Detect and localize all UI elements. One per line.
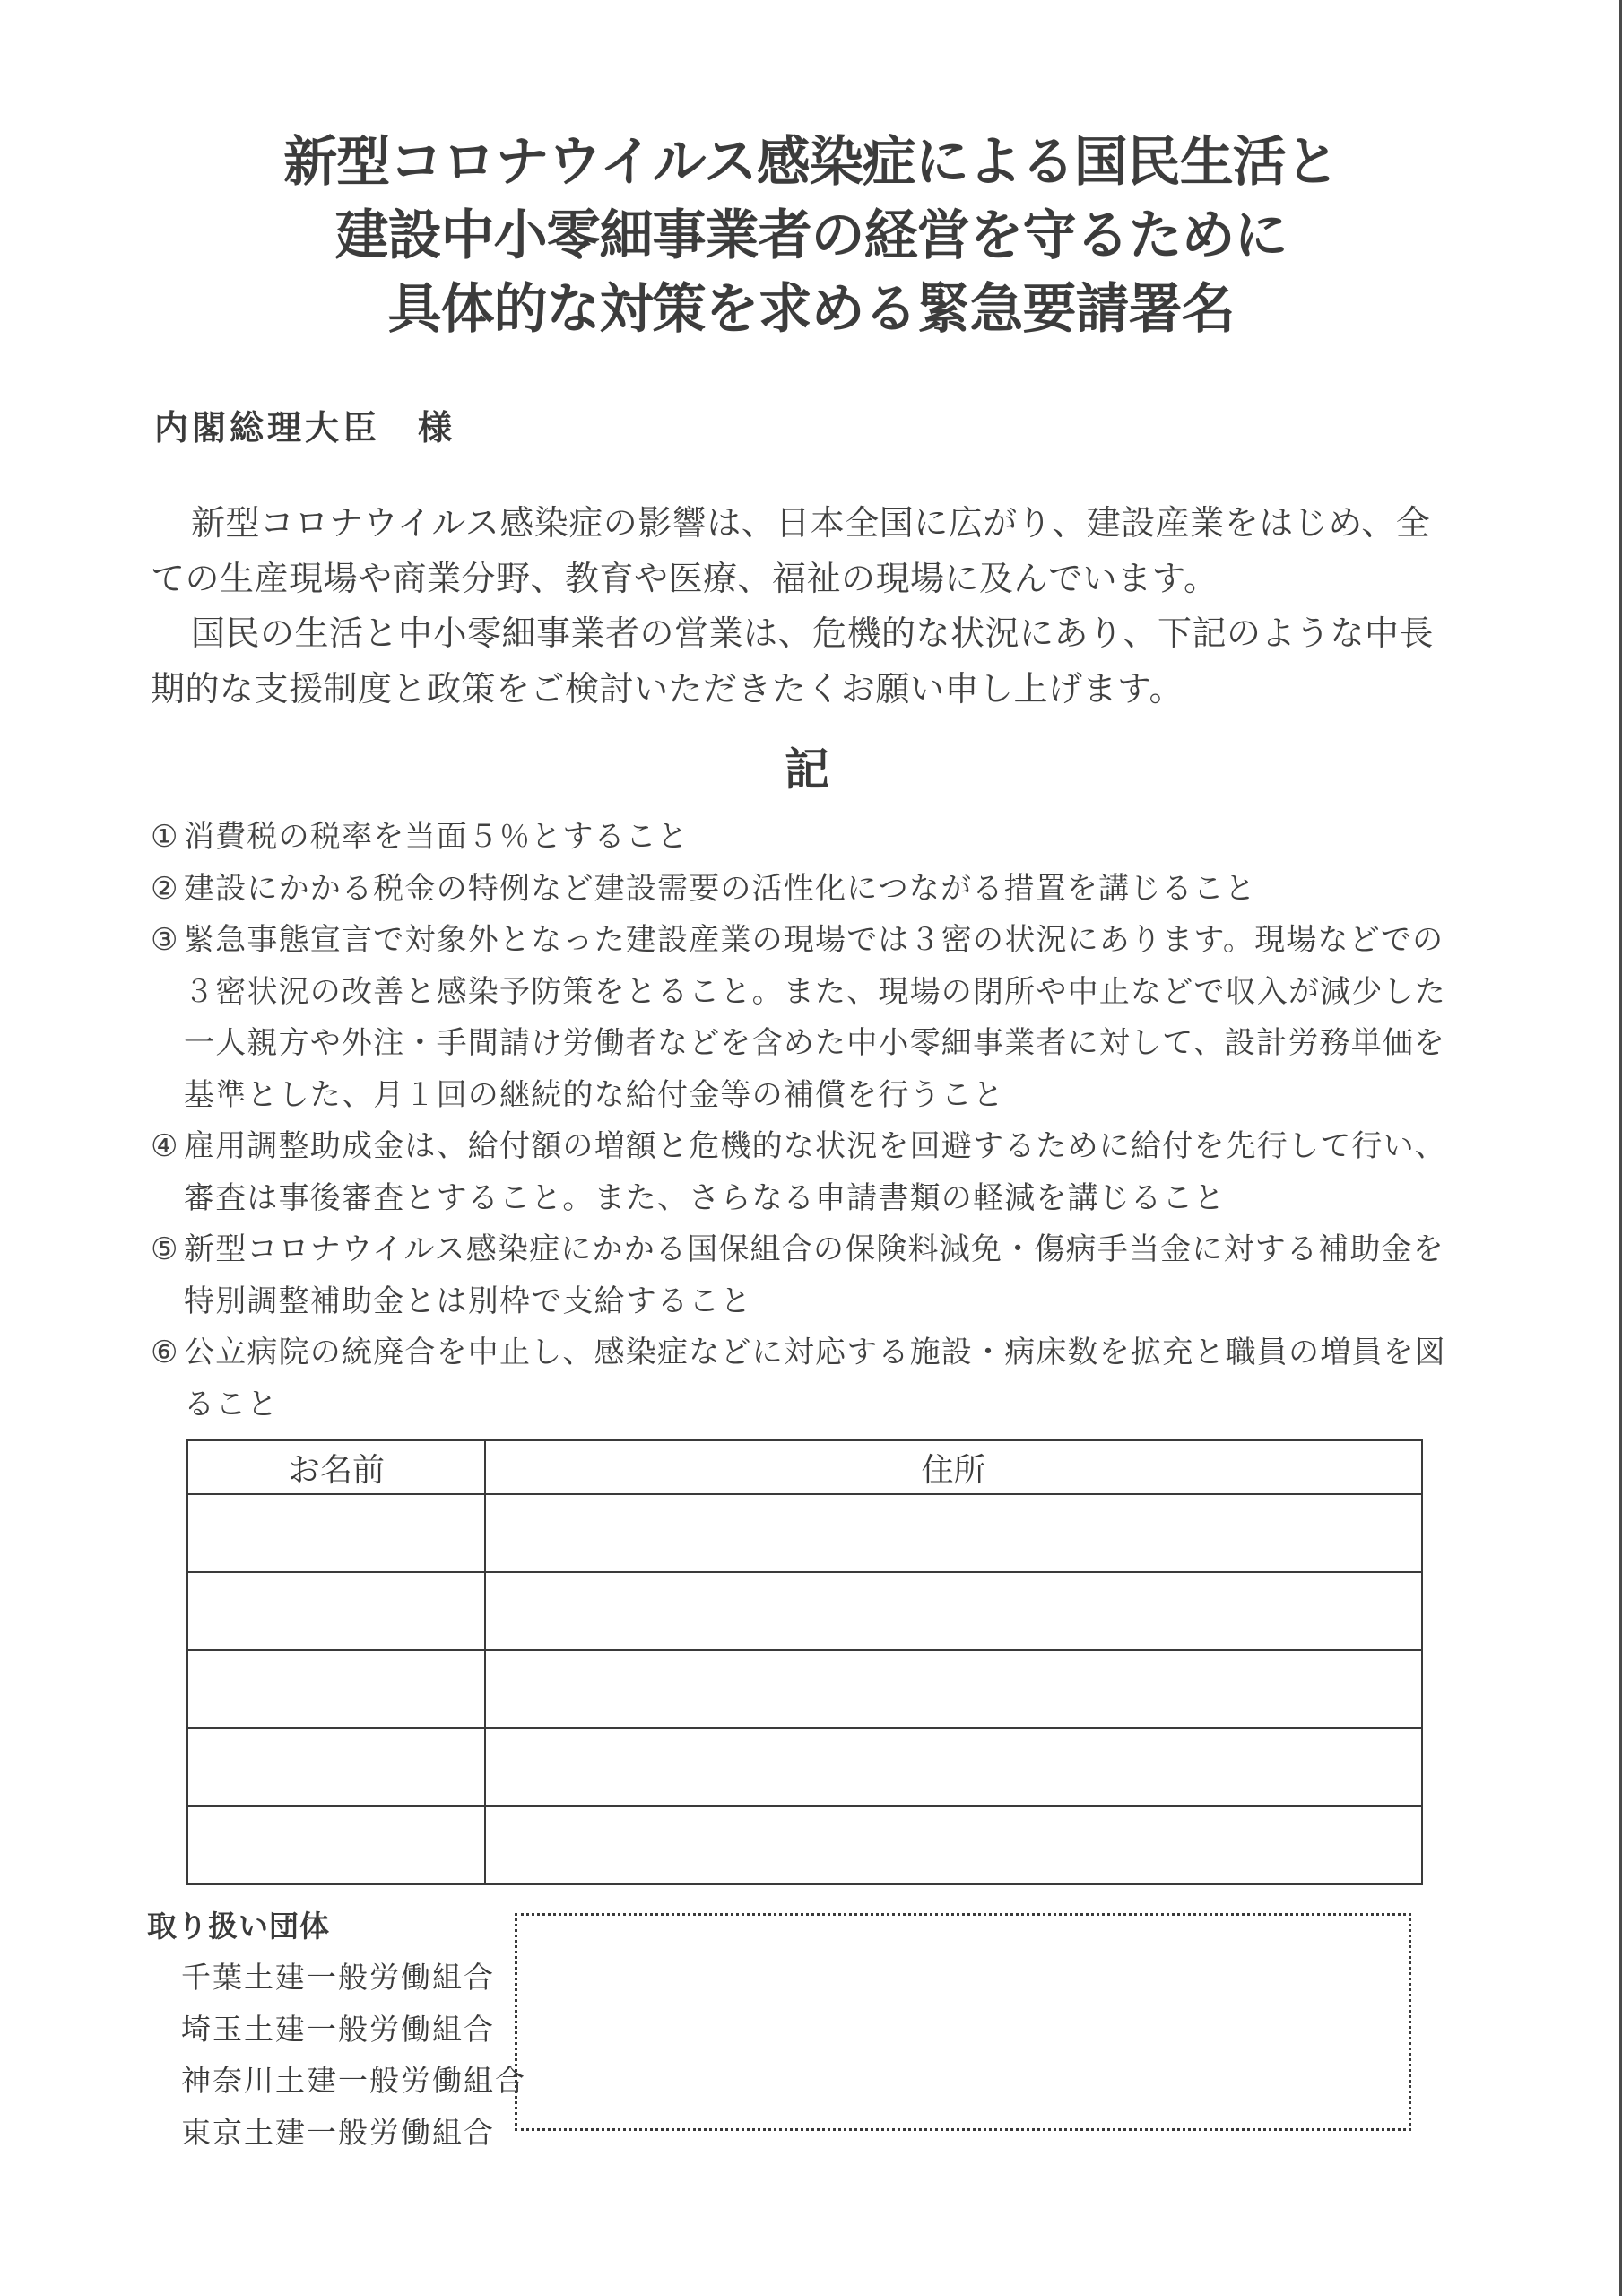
organization-item: 神奈川土建一般労働組合 <box>181 2063 526 2098</box>
name-field[interactable] <box>187 1650 485 1728</box>
demand-text: 消費税の税率を当面５％とすること <box>184 819 690 855</box>
demand-number: ⑤ <box>151 1231 178 1267</box>
signature-table-header <box>187 1440 1422 1494</box>
title-line: 建設中小零細事業者の経営を守るために <box>334 204 1288 267</box>
name-column-header: お名前 <box>187 1440 485 1494</box>
demand-item <box>151 915 1462 1121</box>
intro-text <box>151 496 1460 717</box>
address-field[interactable] <box>485 1572 1422 1650</box>
ki-heading: 記 <box>785 744 829 796</box>
intro-paragraph: 国民の生活と中小零細事業者の営業は、危機的な状況にあり、下記のような中長期的な支援制度と政策をご検討いただきたくお願い申し上げます。 <box>151 613 1435 709</box>
signature-row <box>187 1572 1422 1650</box>
intro-paragraph: 新型コロナウイルス感染症の影響は、日本全国に広がり、建設産業をはじめ、全ての生産現場や商業分野、教育や医療、福祉の現場に及んでいます。 <box>151 503 1431 598</box>
demand-item <box>151 1121 1462 1224</box>
organization-item: 千葉土建一般労働組合 <box>181 1960 495 1995</box>
signature-row <box>187 1728 1422 1806</box>
address-column-header: 住所 <box>485 1440 1422 1494</box>
demand-text: 公立病院の統廃合を中止し、感染症などに対応する施設・病床数を拡充と職員の増員を図ること <box>184 1335 1446 1422</box>
title-line: 具体的な対策を求める緊急要請署名 <box>387 278 1235 341</box>
petition-title <box>0 126 1622 346</box>
organization-item: 東京土建一般労働組合 <box>181 2114 495 2150</box>
name-field[interactable] <box>187 1728 485 1806</box>
addressee: 内閣総理大臣 様 <box>154 408 456 448</box>
demand-number: ① <box>151 819 178 855</box>
name-field[interactable] <box>187 1806 485 1884</box>
demand-item <box>151 864 1462 916</box>
signature-row <box>187 1494 1422 1572</box>
signature-row <box>187 1806 1422 1884</box>
address-field[interactable] <box>485 1728 1422 1806</box>
organization-item: 埼玉土建一般労働組合 <box>181 2011 495 2047</box>
organization-stamp-box[interactable] <box>515 1913 1411 2131</box>
address-field[interactable] <box>485 1650 1422 1728</box>
demand-number: ④ <box>151 1128 178 1164</box>
demand-text: 建設にかかる税金の特例など建設需要の活性化につながる措置を講じること <box>184 870 1257 907</box>
demand-text: 雇用調整助成金は、給付額の増額と危機的な状況を回避するために給付を先行して行い、審査は事後審査とすること。また、さらなる申請書類の軽減を講じること <box>184 1128 1446 1216</box>
demand-text: 緊急事態宣言で対象外となった建設産業の現場では３密の状況にあります。現場などでの３密状況の改善と感染予防策をとること。また、現場の閉所や中止などで収入が減少した一人親方や外注・手間請け労働者などを含めた中小零細事業者に対して、設計労務単価を基準とした、月１回の継続的な給付金等の補償を行うこと <box>184 922 1446 1113</box>
title-line: 新型コロナウイルス感染症による国民生活と <box>283 131 1339 194</box>
demand-item <box>151 812 1462 864</box>
name-field[interactable] <box>187 1572 485 1650</box>
organizations-list <box>181 1952 526 2158</box>
address-field[interactable] <box>485 1806 1422 1884</box>
signature-table <box>186 1439 1423 1885</box>
demand-text: 新型コロナウイルス感染症にかかる国保組合の保険料減免・傷病手当金に対する補助金を特別調整補助金とは別枠で支給すること <box>184 1231 1444 1319</box>
demand-number: ③ <box>151 922 178 958</box>
demand-number: ⑥ <box>151 1335 178 1370</box>
organizations-heading: 取り扱い団体 <box>147 1909 330 1944</box>
address-field[interactable] <box>485 1494 1422 1572</box>
demand-item <box>151 1327 1462 1431</box>
demand-number: ② <box>151 870 178 907</box>
demands-list <box>151 812 1462 1431</box>
demand-item <box>151 1224 1462 1327</box>
signature-row <box>187 1650 1422 1728</box>
name-field[interactable] <box>187 1494 485 1572</box>
